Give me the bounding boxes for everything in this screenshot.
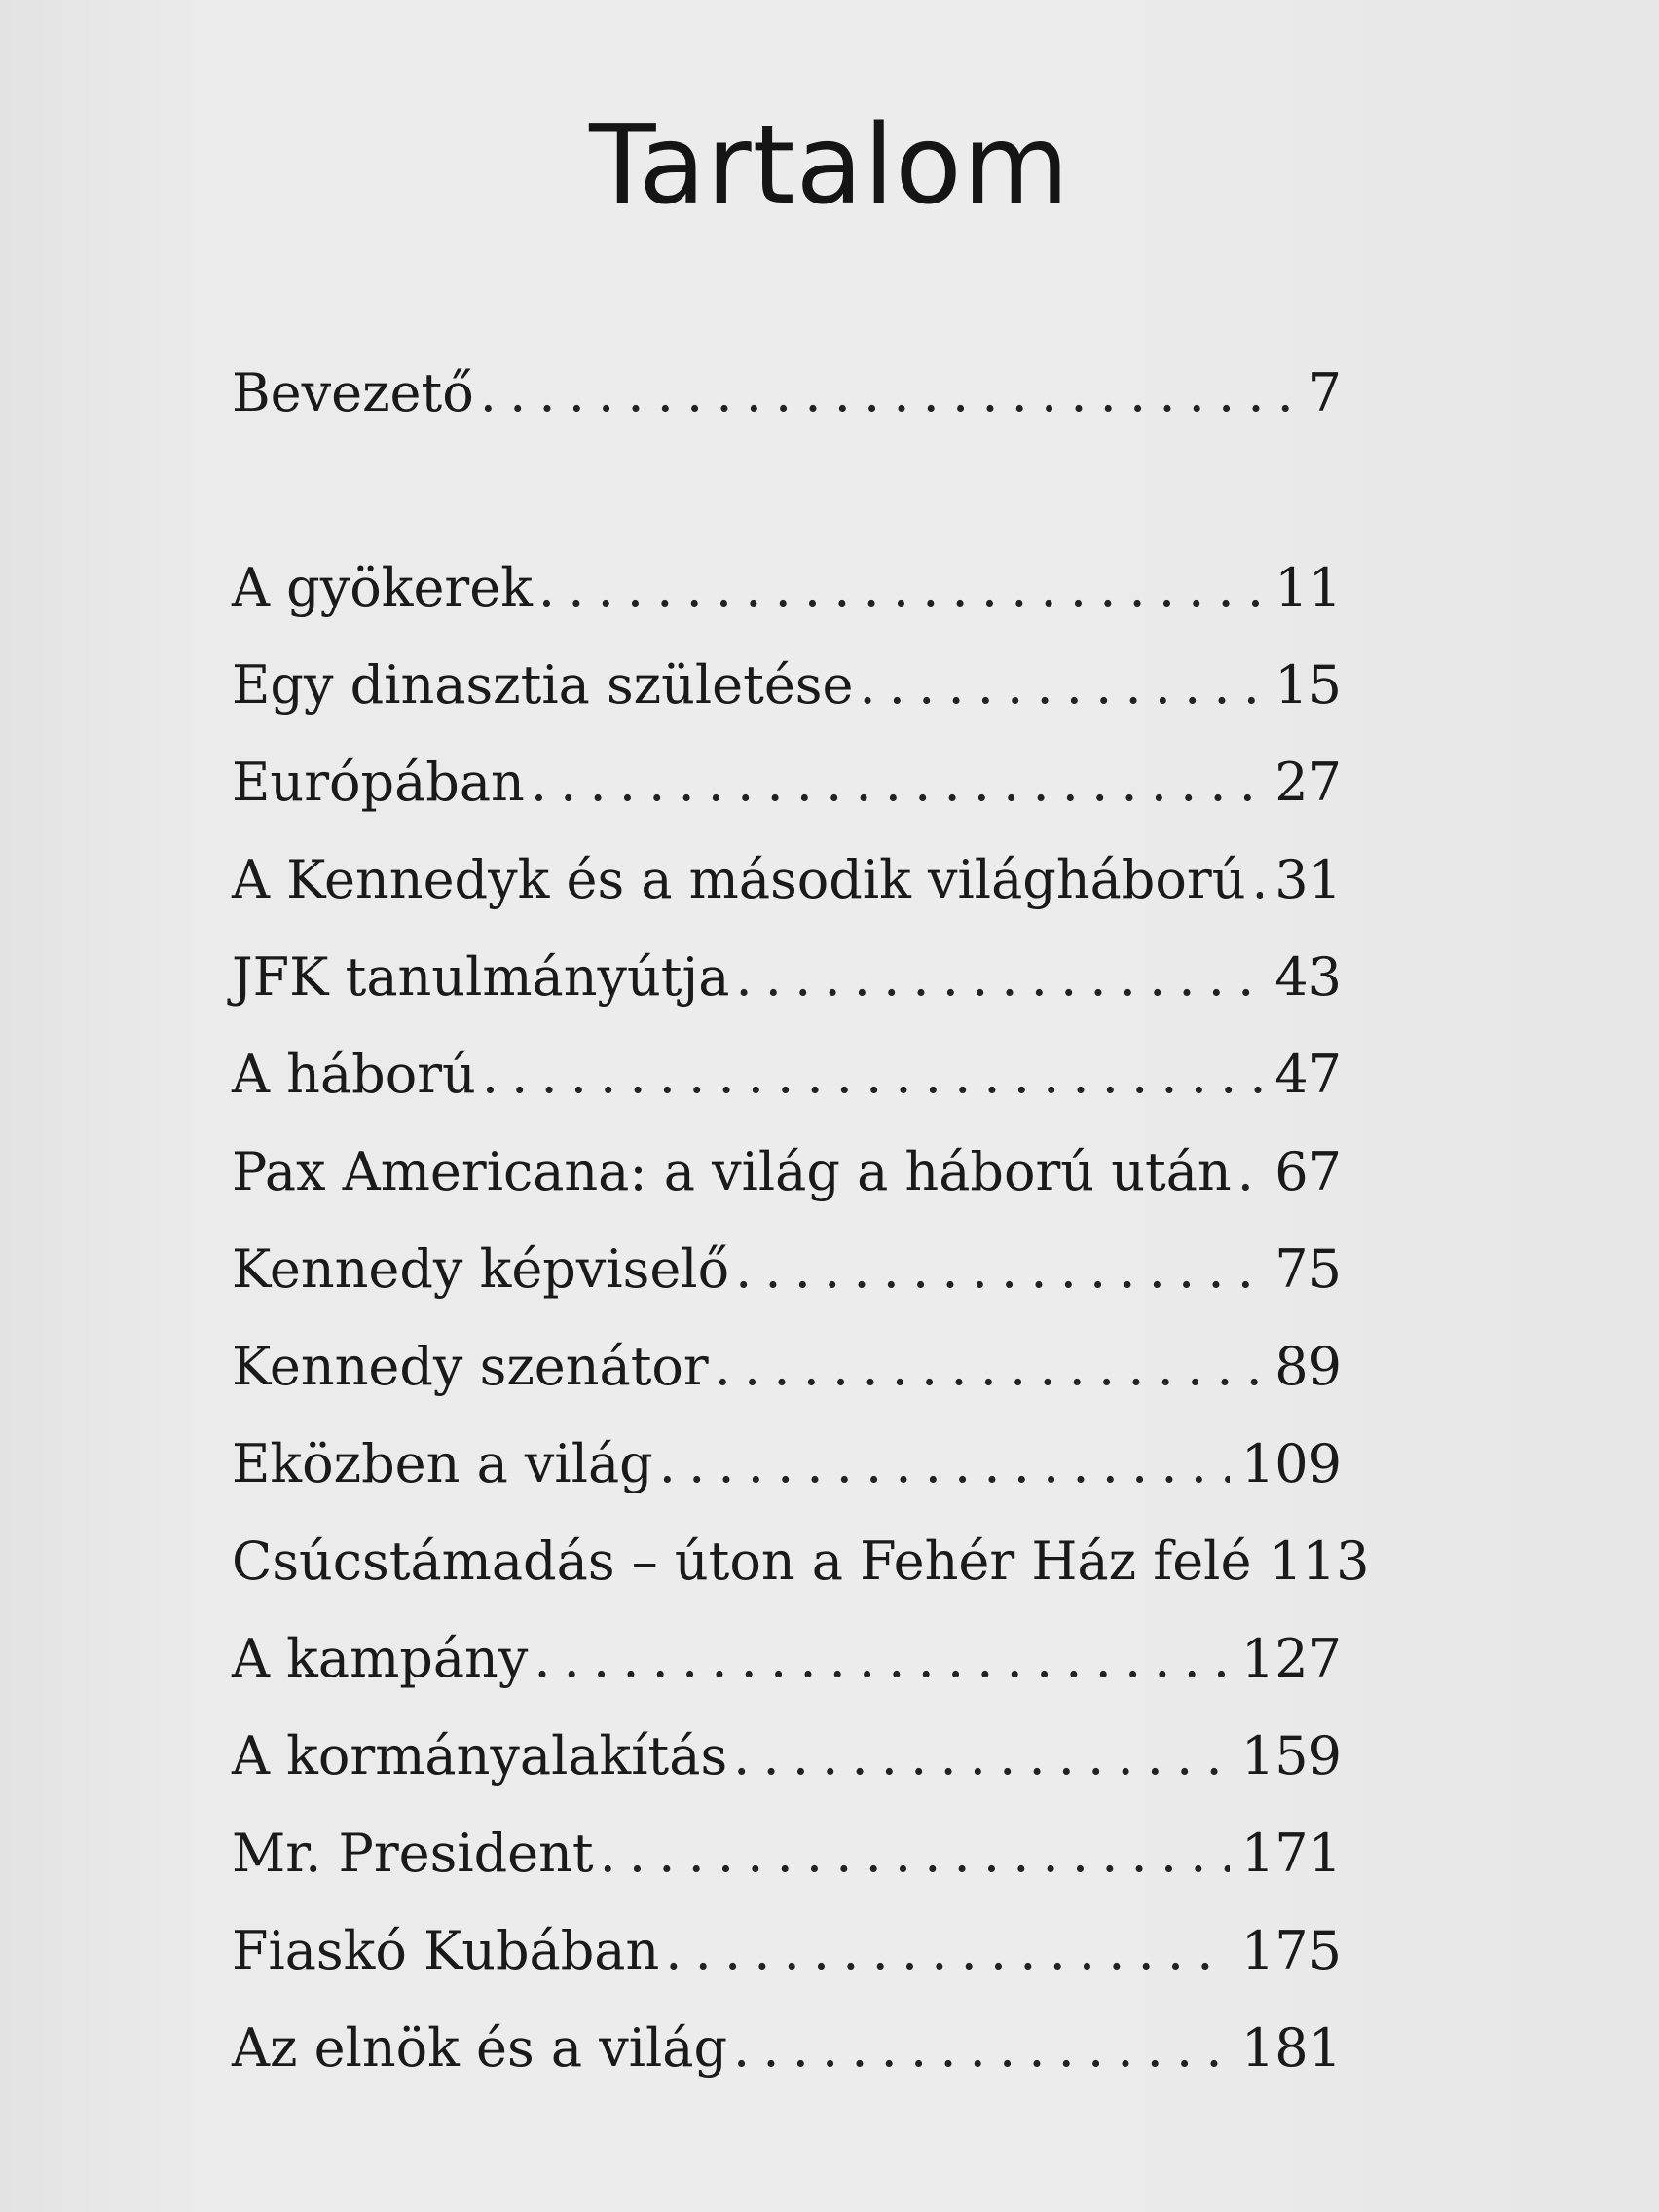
- toc-entry-page: 43: [1274, 946, 1342, 1008]
- dot-leader: [715, 1336, 1264, 1397]
- toc-entry-title: A gyökerek: [232, 557, 533, 618]
- dot-leader: [1251, 849, 1263, 910]
- toc-entry-page: 109: [1240, 1433, 1342, 1494]
- toc-entry-page: 159: [1240, 1725, 1342, 1787]
- dot-leader: [659, 1433, 1230, 1494]
- toc-entry-page: 75: [1274, 1238, 1342, 1300]
- toc-entry-title: Mr. President: [232, 1823, 594, 1884]
- toc-entry-title: Csúcstámadás – úton a Fehér Ház felé: [232, 1530, 1252, 1592]
- toc-entry-page: 7: [1308, 362, 1342, 424]
- dot-leader: [735, 1238, 1263, 1300]
- toc-entry-title: Az elnök és a világ: [232, 2017, 728, 2079]
- toc-entry-page: 181: [1240, 2017, 1342, 2079]
- toc-entry-page: 175: [1240, 1920, 1342, 1981]
- toc-entry-page: 27: [1274, 752, 1342, 813]
- dot-leader: [665, 1920, 1230, 1981]
- toc-entry-title: Pax Americana: a világ a háború után: [232, 1141, 1232, 1202]
- toc-entry: [232, 1530, 1370, 1608]
- toc-entry-title: JFK tanulmányútja: [232, 946, 730, 1008]
- toc-entry-page: 171: [1240, 1823, 1342, 1884]
- dot-leader: [531, 752, 1263, 813]
- toc-entry: [232, 2017, 1342, 2095]
- toc-entry: [232, 752, 1342, 830]
- dot-leader: [733, 2017, 1230, 2079]
- toc-entry: [232, 362, 1342, 440]
- toc-entry-page: 113: [1269, 1530, 1370, 1592]
- toc-entry-title: Egy dinasztia születése: [232, 654, 854, 716]
- toc-entry-page: 47: [1274, 1044, 1342, 1105]
- toc-entry-title: A kormányalakítás: [232, 1725, 728, 1787]
- toc-entry-title: Európában: [232, 752, 525, 813]
- toc-entry: [232, 1433, 1342, 1511]
- page-title: Tartalom: [589, 102, 1070, 229]
- toc-entry-title: Kennedy szenátor: [232, 1336, 709, 1397]
- toc-entry-page: 15: [1274, 654, 1342, 716]
- dot-leader: [600, 1823, 1230, 1884]
- toc-entry: [232, 946, 1342, 1024]
- toc-entry-page: 67: [1274, 1141, 1342, 1202]
- dot-leader: [733, 1725, 1230, 1787]
- dot-leader: [1237, 1141, 1264, 1202]
- toc-entry-title: A Kennedyk és a második világháború: [232, 849, 1246, 910]
- toc-entry: [232, 1628, 1342, 1706]
- toc-entry-title: A háború: [232, 1044, 476, 1105]
- toc-entry-title: Eközben a világ: [232, 1433, 653, 1494]
- toc-entry: [232, 557, 1342, 635]
- toc-entry: [232, 849, 1342, 927]
- toc-entry: [232, 1725, 1342, 1803]
- toc-entry: [232, 654, 1342, 732]
- dot-leader: [859, 654, 1263, 716]
- toc-entry: [232, 1141, 1342, 1219]
- toc-entry-page: 127: [1240, 1628, 1342, 1689]
- toc-entry: [232, 1823, 1342, 1900]
- toc-entry-title: Bevezető: [232, 362, 474, 424]
- dot-leader: [480, 362, 1297, 424]
- toc-entry-title: Fiaskó Kubában: [232, 1920, 660, 1981]
- toc-entry-title: Kennedy képviselő: [232, 1238, 730, 1300]
- table-of-contents: [232, 0, 1370, 2212]
- toc-entry: [232, 1336, 1342, 1414]
- toc-entry: [232, 1920, 1342, 1998]
- toc-entry-page: 31: [1274, 849, 1342, 910]
- toc-entry: [232, 1238, 1342, 1316]
- toc-entry-page: 89: [1274, 1336, 1342, 1397]
- toc-entry-title: A kampány: [232, 1628, 529, 1689]
- toc-entry-page: 11: [1274, 557, 1342, 618]
- dot-leader: [534, 1628, 1230, 1689]
- dot-leader: [482, 1044, 1263, 1105]
- dot-leader: [538, 557, 1263, 618]
- toc-entry: [232, 1044, 1342, 1122]
- dot-leader: [735, 946, 1263, 1008]
